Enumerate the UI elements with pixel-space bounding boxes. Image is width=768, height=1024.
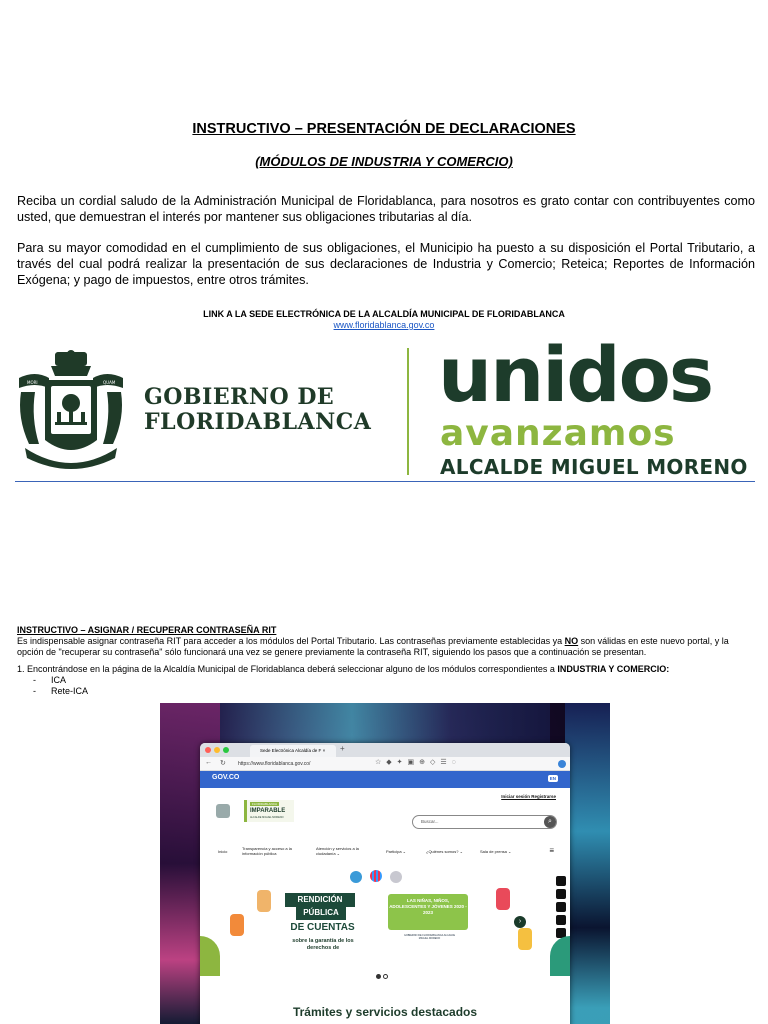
pagination-dot-active[interactable]: [376, 974, 381, 979]
list-dash: -: [33, 686, 36, 696]
reload-icon[interactable]: ↻: [220, 760, 226, 767]
section-title: INSTRUCTIVO – ASIGNAR / RECUPERAR CONTRASEÑA RIT: [17, 625, 277, 635]
carousel-pagination: [376, 966, 390, 984]
site-link[interactable]: www.floridablanca.gov.co: [333, 320, 435, 330]
accessibility-tool-icon[interactable]: [556, 915, 566, 925]
search-placeholder: Buscar...: [421, 819, 439, 824]
accessibility-tool-icon[interactable]: [556, 902, 566, 912]
carousel-next-icon[interactable]: ›: [514, 916, 526, 928]
pagination-dot[interactable]: [383, 974, 388, 979]
imparable-tag: FLORIDABLANCA: [252, 802, 278, 806]
background-glow-right: [565, 703, 610, 1024]
planet-icon: [350, 871, 362, 883]
intro-paragraph-2: Para su mayor comodidad en el cumplimiento de sus obligaciones, el Municipio ha puesto a su disposición el Portal Tributario, a través del cual podrá realizar la presentación de sus declaraciones de Industria y Comercio; Reteica; Reportes de Información Exógena; y pago de impuestos, entre otros trámites.: [17, 241, 755, 287]
url-field[interactable]: https://www.floridablanca.gov.co/: [238, 761, 311, 767]
accessibility-tool-icon[interactable]: [556, 889, 566, 899]
hero-corner-green: [200, 936, 220, 976]
site-header: [200, 788, 570, 836]
ball-icon: [370, 870, 382, 882]
embedded-screenshot: [160, 703, 610, 1024]
hero-mini-logo: GOBIERNO DE FLORIDABLANCA ALCALDE MIGUEL MORENO: [404, 934, 455, 940]
svg-text:QUAM: QUAM: [103, 380, 116, 385]
document-title: INSTRUCTIVO – PRESENTACIÓN DE DECLARACIONES: [192, 121, 576, 137]
step-1: [17, 664, 757, 675]
child-icon: [496, 888, 510, 910]
nav-item[interactable]: Participa ⌄: [386, 848, 407, 854]
tab-close-icon[interactable]: ×: [322, 748, 326, 753]
floridablanca-crest-icon: [15, 348, 127, 474]
banner-rule: [15, 481, 755, 482]
child-icon: [518, 928, 532, 950]
section-paragraph-b: son válidas en este nuevo portal, y la opción de "recuperar su contraseña" sólo funcionará una vez se genere previamente la contraseña RIT, siguiendo los pasos que a continuación se presentan.: [17, 636, 729, 657]
gov-line-1: GOBIERNO DE: [144, 384, 335, 410]
browser-tab[interactable]: [250, 745, 336, 757]
list-item: [33, 686, 88, 697]
toolbar-icons[interactable]: ☆◆✦▣⊕◇☰◌: [375, 759, 461, 766]
gobierno-floridablanca-wordmark: [144, 385, 371, 435]
profile-icon[interactable]: [558, 760, 566, 768]
svg-text:MORI: MORI: [27, 380, 38, 385]
maximize-window-icon[interactable]: [223, 747, 229, 753]
hero-banner[interactable]: [200, 866, 570, 976]
background-glow-top: [220, 703, 550, 743]
list-item-label: Rete-ICA: [51, 686, 89, 696]
site-search-input[interactable]: [412, 815, 557, 829]
banner-divider: [407, 348, 409, 475]
site-nav: [200, 836, 570, 866]
hero-rendicion: RENDICIÓN: [285, 893, 355, 907]
nav-item[interactable]: ¿Quiénes somos? ⌄: [426, 848, 463, 854]
child-icon: [230, 914, 244, 936]
menu-icon[interactable]: ≡: [549, 846, 554, 855]
accessibility-tool-icon[interactable]: [556, 876, 566, 886]
avanzamos-wordmark: avanzamos: [440, 413, 676, 454]
section-paragraph-a: Es indispensable asignar contraseña RIT para acceder a los módulos del Portal Tributario. Las contraseñas previamente establecidas ya: [17, 636, 565, 646]
back-icon[interactable]: ←: [205, 759, 212, 766]
imparable-sub: ALCALDE MIGUEL MORENO: [250, 816, 284, 819]
nav-item[interactable]: Atención y servicios a la ciudadanía ⌄: [316, 846, 359, 856]
nav-item[interactable]: Sala de prensa ⌄: [480, 848, 512, 854]
list-item-label: ICA: [51, 675, 67, 685]
hero-ninos-badge: LAS NIÑAS, NIÑOS, ADOLESCENTES Y JÓVENES 2020 - 2023: [388, 894, 468, 930]
mini-crest-icon: [216, 804, 230, 818]
hero-publica: PÚBLICA: [296, 906, 346, 920]
imparable-logo[interactable]: [244, 800, 294, 822]
document-subtitle: (MÓDULOS DE INDUSTRIA Y COMERCIO): [255, 154, 513, 169]
child-icon: [257, 890, 271, 912]
nav-item[interactable]: Inicio: [218, 848, 228, 854]
step-1-emphasis: INDUSTRIA Y COMERCIO:: [557, 664, 670, 674]
intro-paragraph-1: Reciba un cordial saludo de la Administración Municipal de Floridablanca, para nosotros es grato contar con contribuyentes como usted, que demuestran el interés por mantener sus obligaciones tributarias al día.: [17, 194, 755, 224]
new-tab-icon[interactable]: +: [340, 744, 345, 753]
hero-corner-teal: [550, 936, 570, 976]
module-list: [33, 675, 88, 697]
hero-cuentas: DE CUENTAS: [290, 922, 355, 933]
govco-bar: [200, 771, 570, 788]
section-paragraph: [17, 636, 757, 658]
gov-line-2: FLORIDABLANCA: [144, 409, 372, 435]
imparable-text: IMPARABLE: [250, 808, 286, 814]
list-dash: -: [33, 675, 36, 685]
minimize-window-icon[interactable]: [214, 747, 220, 753]
alcalde-name: ALCALDE MIGUEL MORENO: [440, 455, 748, 479]
no-emphasis: NO: [564, 636, 579, 646]
nav-item[interactable]: Transparencia y acceso a la información pública: [242, 846, 292, 856]
link-heading: LINK A LA SEDE ELECTRÓNICA DE LA ALCALDÍA MUNICIPAL DE FLORIDABLANCA: [203, 309, 565, 319]
moon-icon: [390, 871, 402, 883]
govco-logo[interactable]: GOV.CO: [212, 774, 240, 781]
browser-tab-bar: [200, 743, 570, 757]
browser-window: [200, 743, 570, 1024]
step-1-text: 1. Encontrándose en la página de la Alcaldía Municipal de Floridablanca deberá seleccionar alguno de los módulos correspondientes a: [17, 664, 558, 674]
list-item: [33, 675, 88, 686]
browser-address-bar: [200, 757, 570, 771]
language-button[interactable]: EN: [549, 776, 556, 781]
tramites-heading: Trámites y servicios destacados: [292, 1005, 478, 1019]
unidos-wordmark: unidos: [438, 330, 713, 419]
close-window-icon[interactable]: [205, 747, 211, 753]
hero-garantia: sobre la garantía de los derechos de: [292, 938, 354, 951]
search-icon[interactable]: ⌕: [544, 816, 556, 828]
accessibility-toolbar: [556, 876, 568, 938]
login-links[interactable]: Iniciar sesión Registrarse: [501, 794, 556, 799]
tab-title: Sede Electrónica Alcaldía de F: [260, 748, 322, 753]
